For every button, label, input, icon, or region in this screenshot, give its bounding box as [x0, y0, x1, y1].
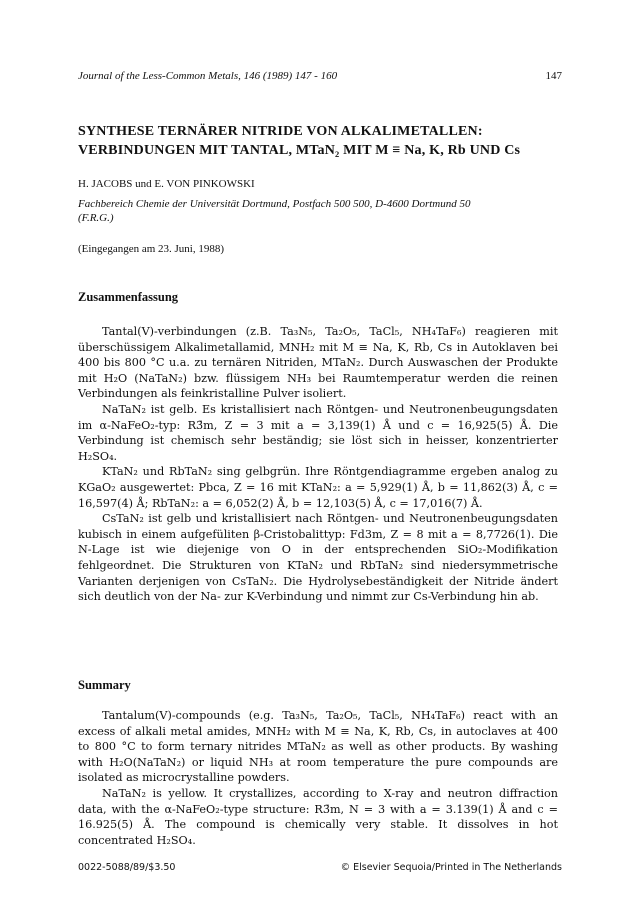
- issn-code: 0022-5088/89/$3.50: [78, 862, 176, 873]
- summary-paragraph: NaTaN₂ is yellow. It crystallizes, according to X-ray and neutron diffraction data, with the α-NaFeO₂-type structure: R3̄m, N = 3 with a = 3.139(1) Å and c = 16.925(5) Å. The compound is chemically very stable. It dissolves in hot concentrated H₂SO₄.: [78, 786, 558, 847]
- authors: H. JACOBS und E. VON PINKOWSKI: [78, 178, 255, 190]
- journal-citation: Journal of the Less-Common Metals, 146 (1989) 147 - 160: [78, 70, 338, 82]
- zusammenfassung-paragraph: Tantal(V)-verbindungen (z.B. Ta₃N₅, Ta₂O₅, TaCl₅, NH₄TaF₆) reagieren mit überschüssigem Alkalimetallamid, MNH₂ mit M ≡ Na, K, Rb, Cs in Autoklaven bei 400 bis 800 °C u.a. zu ternären Nitriden, MTaN₂. Durch Auswaschen der Produkte mit H₂O (NaTaN₂) bzw. flüssigem NH₃ bei Raumtemperatur werden die reinen Verbindungen als feinkristalline Pulver isoliert.: [78, 325, 558, 401]
- summary-body: [78, 708, 558, 848]
- zusammenfassung-heading: Zusammenfassung: [78, 290, 179, 304]
- summary-paragraph: Tantalum(V)-compounds (e.g. Ta₃N₅, Ta₂O₅, TaCl₅, NH₄TaF₆) react with an excess of alkali metal amides, MNH₂ with M ≡ Na, K, Rb, Cs, in autoclaves at 400 to 800 °C to form ternary nitrides MTaN₂ as well as other products. By washing with H₂O(NaTaN₂) or liquid NH₃ at room temperature the pure compounds are isolated as microcrystalline powders.: [78, 709, 558, 785]
- zusammenfassung-paragraph: KTaN₂ und RbTaN₂ sing gelbgrün. Ihre Röntgendiagramme ergeben analog zu KGaO₂ ausgewertet: Pbca, Z = 16 mit KTaN₂: a = 5,929(1) Å, b = 11,862(3) Å, c = 16,597(4) Å; RbTaN₂: a = 6,052(2) Å, b = 12,103(5) Å, c = 17,016(7) Å.: [78, 465, 558, 510]
- copyright-notice: © Elsevier Sequoia/Printed in The Netherlands: [340, 862, 562, 873]
- article-title: [78, 122, 568, 160]
- zusammenfassung-body: [78, 324, 558, 605]
- zusammenfassung-paragraph: CsTaN₂ ist gelb und kristallisiert nach Röntgen- und Neutronenbeugungsdaten kubisch in einem aufgefüliten β-Cristobalittyp: Fd3m, Z = 8 mit a = 8,7726(1). Die N-Lage ist wie diejenige von O in der entsprechenden SiO₂-Modifikation fehlgeordnet. Die Strukturen von KTaN₂ und RbTaN₂ sind niedersymmetrische Varianten derjenigen von CsTaN₂. Die Hydrolysebeständigkeit der Nitride ändert sich deutlich von der Na- zur K-Verbindung und nimmt zur Cs-Verbindung hin ab.: [78, 512, 558, 604]
- title-line-2: VERBINDUNGEN MIT TANTAL, MTaN₂ MIT M ≡ Na, K, Rb UND Cs: [78, 143, 521, 158]
- page-number: 147: [545, 70, 562, 82]
- zusammenfassung-paragraph: NaTaN₂ ist gelb. Es kristallisiert nach Röntgen- und Neutronenbeugungsdaten im α-NaFeO₂-typ: R3̄m, Z = 3 mit a = 3,139(1) Å und c = 16,925(5) Å. Die Verbindung ist chemisch sehr beständig; sie löst sich in heisser, konzentrierter H₂SO₄.: [78, 402, 558, 463]
- affiliation-line-1: Fachbereich Chemie der Universität Dortmund, Postfach 500 500, D-4600 Dortmund 50: [78, 198, 471, 210]
- received-date: (Eingegangen am 23. Juni, 1988): [78, 243, 225, 255]
- title-line-1: SYNTHESE TERNÄRER NITRIDE VON ALKALIMETALLEN:: [78, 124, 483, 139]
- summary-heading: Summary: [78, 678, 131, 692]
- affiliation: [78, 197, 558, 225]
- affiliation-line-2: (F.R.G.): [78, 212, 114, 224]
